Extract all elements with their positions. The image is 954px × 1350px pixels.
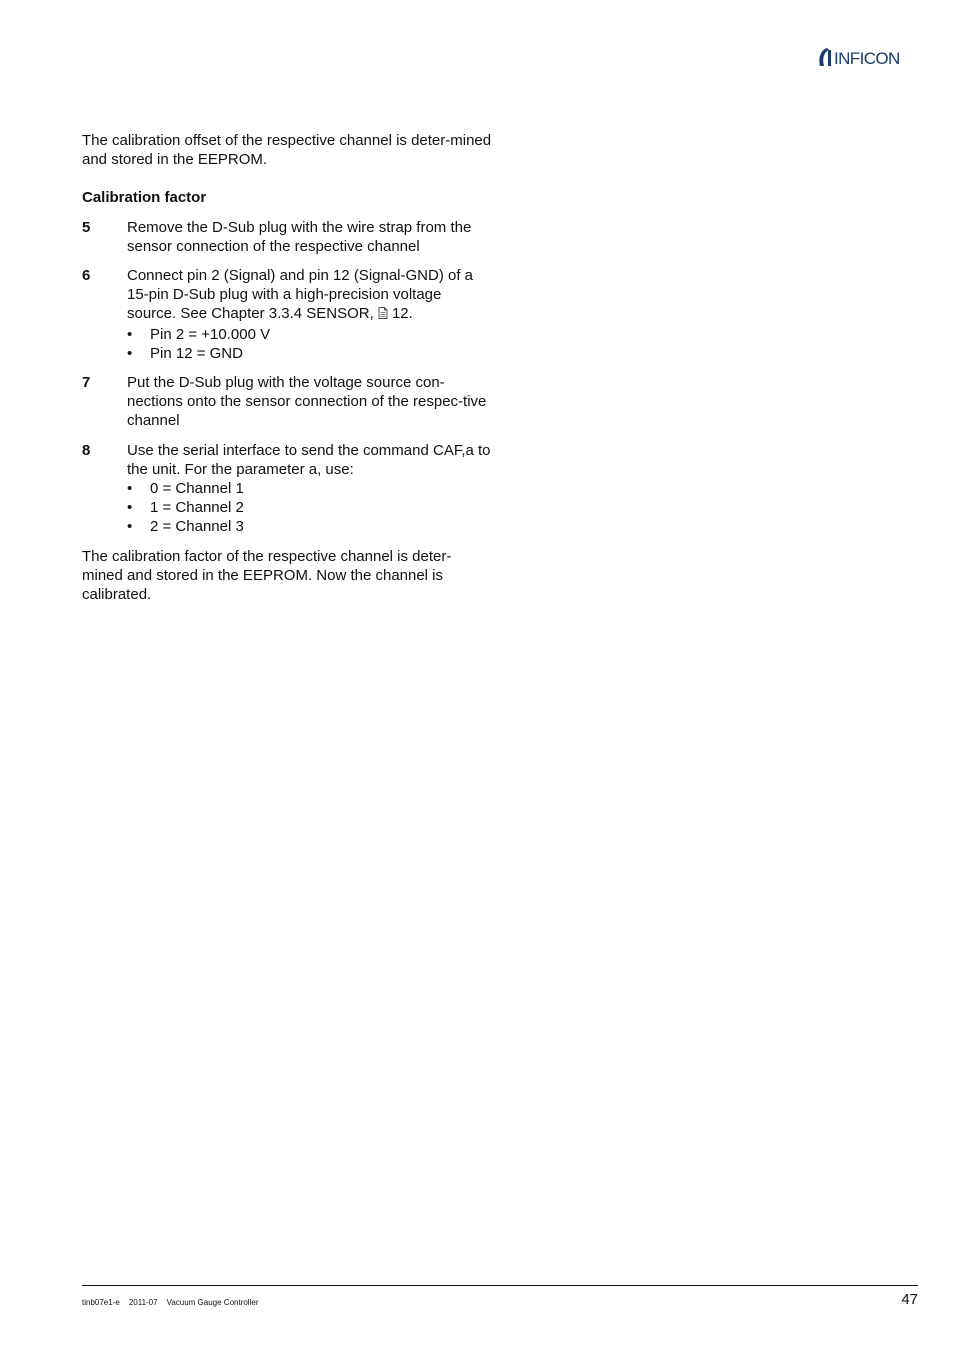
page-number: 47: [901, 1291, 918, 1308]
step-text-main: Connect pin 2 (Signal) and pin 12 (Signal-GND) of a 15-pin D-Sub plug with a high-precision voltage source. See Chapter 3.3.4 SENSOR,: [127, 267, 474, 323]
step-8: [82, 441, 492, 537]
step-text: Use the serial interface to send the command CAF,a to the unit. For the parameter a, use:: [127, 441, 491, 478]
section-heading: Calibration factor: [82, 189, 207, 207]
footer-date: 2011-07: [128, 1298, 158, 1307]
bullet-item: [127, 517, 492, 536]
bullet-icon: •: [127, 325, 133, 343]
step-number: 6: [82, 267, 91, 285]
bullet-icon: •: [127, 344, 133, 362]
bullet-text: 0 = Channel 1: [150, 480, 244, 498]
bullet-icon: •: [127, 499, 133, 517]
bullet-item: [127, 325, 492, 344]
inficon-logo-icon: [817, 44, 921, 70]
bullet-icon: •: [127, 480, 133, 498]
bullet-text: Pin 12 = GND: [150, 344, 243, 362]
logo-wordmark: INFICON: [834, 49, 900, 68]
step-number: 7: [82, 374, 91, 392]
footer-title: Vacuum Gauge Controller: [166, 1298, 259, 1307]
intro-paragraph: The calibration offset of the respective channel is deter-mined and stored in the EEPROM.: [82, 132, 492, 169]
page-reference[interactable]: 12.: [391, 305, 413, 323]
step-number: 5: [82, 218, 91, 236]
bullet-text: 2 = Channel 3: [150, 518, 244, 536]
bullet-text: Pin 2 = +10.000 V: [150, 325, 271, 343]
bullet-text: 1 = Channel 2: [150, 499, 244, 517]
step-text: Remove the D-Sub plug with the wire strap from the sensor connection of the respective channel: [127, 218, 472, 255]
step-text: Put the D-Sub plug with the voltage source con-nections onto the sensor connection of the respec-tive channel: [127, 374, 487, 430]
step-7: [82, 373, 492, 431]
step-text: [127, 266, 492, 325]
footer-info: [82, 1298, 267, 1308]
closing-paragraph: The calibration factor of the respective channel is deter-mined and stored in the EEPROM. Now the channel is calibrated.: [82, 547, 452, 604]
bullet-icon: •: [127, 518, 133, 536]
bullet-item: [127, 479, 492, 498]
step-body: [127, 441, 492, 537]
bullet-item: [127, 498, 492, 517]
footer-doc-id: tinb07e1-e: [82, 1298, 120, 1307]
step-body: [127, 266, 492, 363]
main-content: [82, 131, 492, 604]
inficon-logo: [817, 44, 921, 70]
bullet-item: [127, 344, 492, 363]
step-5: [82, 218, 492, 256]
footer-divider: [82, 1285, 918, 1286]
step-6: [82, 266, 492, 363]
step-number: 8: [82, 441, 91, 459]
page-reference-icon: [378, 305, 388, 324]
